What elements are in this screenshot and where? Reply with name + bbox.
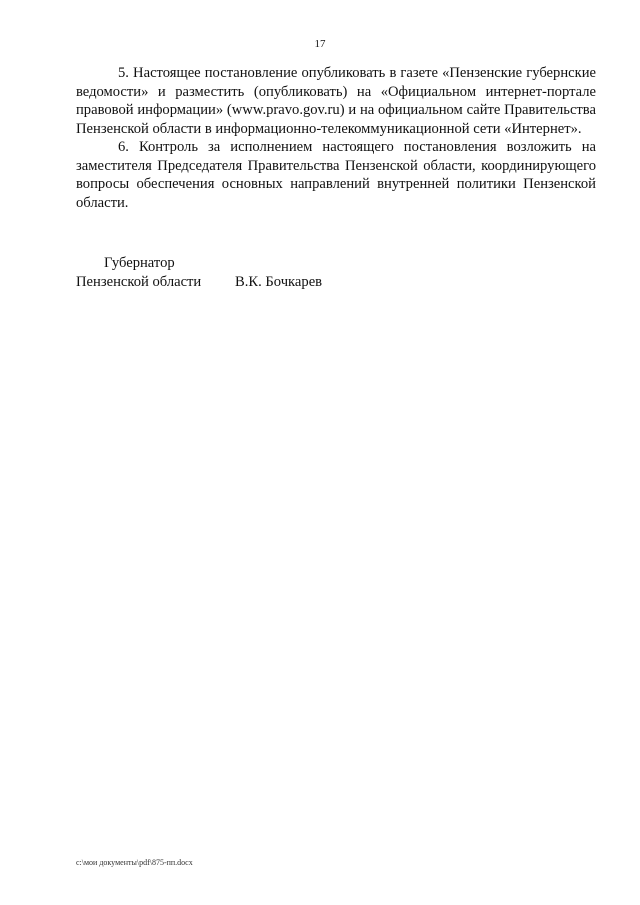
page-number: 17 — [314, 38, 326, 50]
signature-name: В.К. Бочкарев — [235, 274, 323, 290]
footer-file-path: c:\мои документы\pdf\875-пп.docx — [76, 858, 193, 867]
signature-row — [76, 273, 476, 292]
signature-region: Пензенской области — [76, 274, 202, 290]
paragraph-6: 6. Контроль за исполнением настоящего постановления возложить на заместителя Председателя Правительства Пензенской области, координирующего вопросы обеспечения основных направлений внутренней политики Пензенской области. — [76, 139, 596, 211]
signature-title: Губернатор — [104, 255, 175, 271]
document-body — [76, 64, 596, 212]
paragraph-5: 5. Настоящее постановление опубликовать в газете «Пензенские губернские ведомости» и разместить (опубликовать) на «Официальном интернет-портале правовой информации» (www.pravo.gov.ru) и на официальном сайте Правительства Пензенской области в информационно-телекоммуникационной сети «Интернет». — [76, 65, 596, 137]
signature-block — [76, 254, 476, 292]
